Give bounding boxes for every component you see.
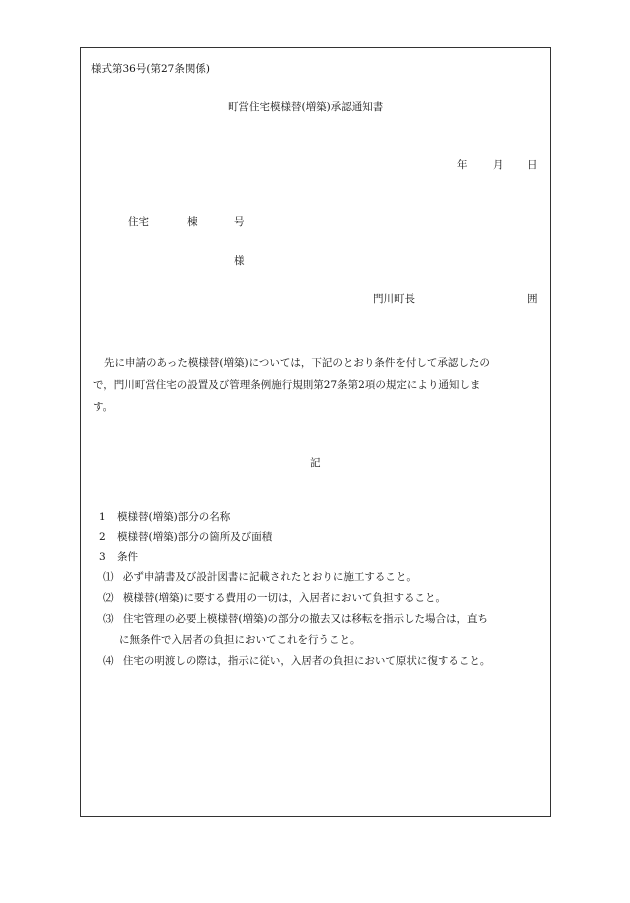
body-paragraph: [93, 352, 543, 418]
item-number: 1: [99, 511, 106, 523]
condition-text: 必ず申請書及び設計図書に記載されたとおりに施工すること。: [122, 571, 417, 583]
condition-continuation: に無条件で入居者の負担においてこれを行うこと。: [119, 634, 361, 646]
condition-item: [103, 654, 490, 668]
list-item: [99, 510, 230, 524]
document-frame: [80, 47, 551, 817]
condition-item: [103, 612, 488, 626]
issuer-name: 門川町長: [373, 293, 415, 305]
body-line: で，門川町営住宅の設置及び管理条例施行規則第27条第2項の規定により通知しま: [93, 379, 481, 391]
address-go: 号: [234, 216, 245, 228]
condition-text: 模様替(増築)に要する費用の一切は，入居者において負担すること。: [122, 592, 447, 604]
list-item: [99, 550, 138, 564]
item-text: 条件: [117, 551, 139, 563]
issuer-seal: 囲: [527, 293, 538, 305]
address-jutaku: 住宅: [128, 216, 149, 228]
document-title: 町営住宅模様替(増築)承認通知書: [228, 101, 384, 113]
condition-number: ⑵: [103, 592, 114, 604]
body-line: す。: [93, 401, 114, 413]
condition-number: ⑶: [103, 613, 114, 625]
list-item: [99, 530, 272, 544]
item-text: 模様替(増築)部分の名称: [117, 511, 231, 523]
body-line: 先に申請のあった模様替(増築)については，下記のとおり条件を付して承認したの: [104, 357, 490, 369]
item-number: 2: [99, 531, 106, 543]
form-label: 様式第36号(第27条関係): [91, 63, 210, 75]
item-number: 3: [99, 551, 106, 563]
date-month: 月: [493, 159, 504, 171]
item-text: 模様替(増築)部分の箇所及び面積: [117, 531, 273, 543]
date-year: 年: [457, 159, 468, 171]
condition-number: ⑴: [103, 571, 114, 583]
condition-number: ⑷: [103, 655, 114, 667]
condition-item: [103, 570, 417, 584]
addressee-sama: 様: [234, 255, 245, 267]
ki-heading: 記: [310, 457, 321, 469]
condition-text: 住宅の明渡しの際は，指示に従い，入居者の負担において原状に復すること。: [122, 655, 491, 667]
date-day: 日: [527, 159, 538, 171]
condition-text: 住宅管理の必要上模様替(増築)の部分の撤去又は移転を指示した場合は，直ち: [122, 613, 489, 625]
address-to: 棟: [187, 216, 198, 228]
condition-item: [103, 591, 446, 605]
